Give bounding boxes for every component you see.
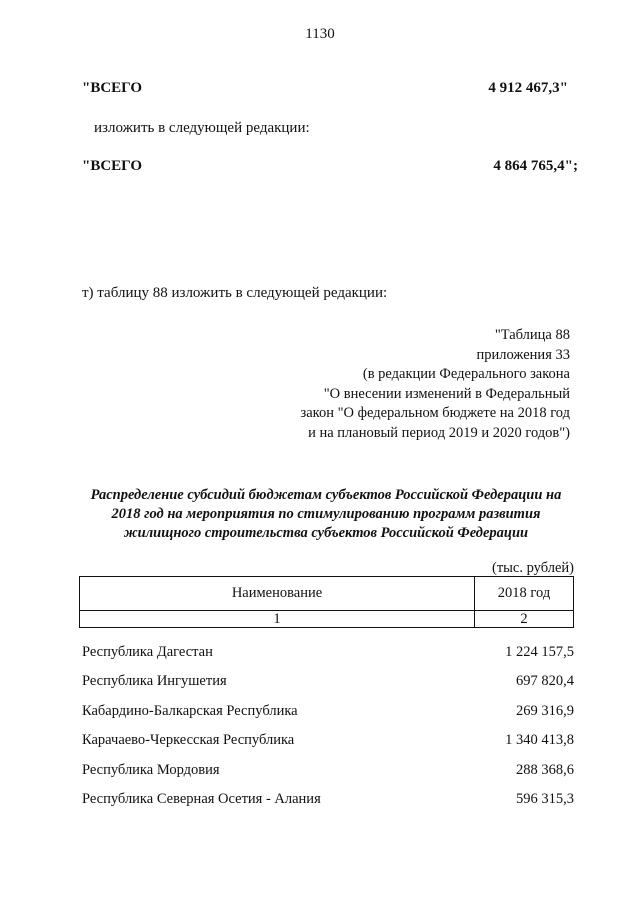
table-row: [82, 762, 574, 791]
column-number: 1: [80, 611, 475, 628]
subsidy-amount: 288 368,6: [516, 761, 574, 778]
title-line: Распределение субсидий бюджетам субъектов Российской Федерации на: [90, 487, 562, 503]
table-title: [72, 486, 580, 543]
column-number: 2: [475, 611, 574, 628]
appendix-line: закон "О федеральном бюджете на 2018 год: [300, 405, 570, 421]
appendix-line: и на плановый период 2019 и 2020 годов"): [308, 424, 570, 441]
region-name: Карачаево-Черкесская Республика: [82, 732, 295, 749]
table-header: [79, 576, 574, 628]
table-row: [82, 732, 574, 761]
header-name: Наименование: [80, 577, 475, 611]
region-name: Республика Ингушетия: [82, 673, 227, 690]
subsidy-amount: 1 340 413,8: [505, 732, 574, 749]
header-year: 2018 год: [475, 577, 574, 611]
region-name: Республика Дагестан: [82, 644, 213, 660]
table-row: [82, 703, 574, 732]
appendix-reference: [250, 326, 570, 443]
region-name: Республика Северная Осетия - Алания: [82, 790, 321, 807]
appendix-line: "Таблица 88: [494, 327, 570, 343]
subsidy-amount: 269 316,9: [516, 702, 574, 719]
subsidy-amount: 697 820,4: [516, 673, 574, 690]
table-body: [82, 644, 574, 820]
total-value-old: 4 912 467,3": [488, 80, 568, 96]
appendix-line: "О внесении изменений в Федеральный: [323, 385, 570, 402]
total-value-new: 4 864 765,4";: [493, 158, 578, 174]
title-line: жилищного строительства субъектов Российской Федерации: [123, 525, 529, 541]
subsidy-amount: 1 224 157,5: [505, 644, 574, 660]
region-name: Кабардино-Балкарская Республика: [82, 702, 298, 719]
total-label-old: "ВСЕГО: [82, 80, 143, 96]
table-row: [82, 673, 574, 702]
instruction-text: изложить в следующей редакции:: [94, 120, 310, 136]
page-number: 1130: [305, 26, 335, 42]
table-row: [82, 791, 574, 820]
subsidy-amount: 596 315,3: [516, 790, 574, 807]
region-name: Республика Мордовия: [82, 761, 220, 778]
units-label: (тыс. рублей): [492, 560, 574, 576]
total-label-new: "ВСЕГО: [82, 158, 143, 174]
appendix-line: приложения 33: [476, 346, 570, 363]
table-row: [82, 644, 574, 673]
item-t-text: т) таблицу 88 изложить в следующей редакции:: [82, 285, 388, 301]
title-line: 2018 год на мероприятия по стимулированию программ развития: [111, 506, 541, 522]
appendix-line: (в редакции Федерального закона: [362, 366, 570, 382]
